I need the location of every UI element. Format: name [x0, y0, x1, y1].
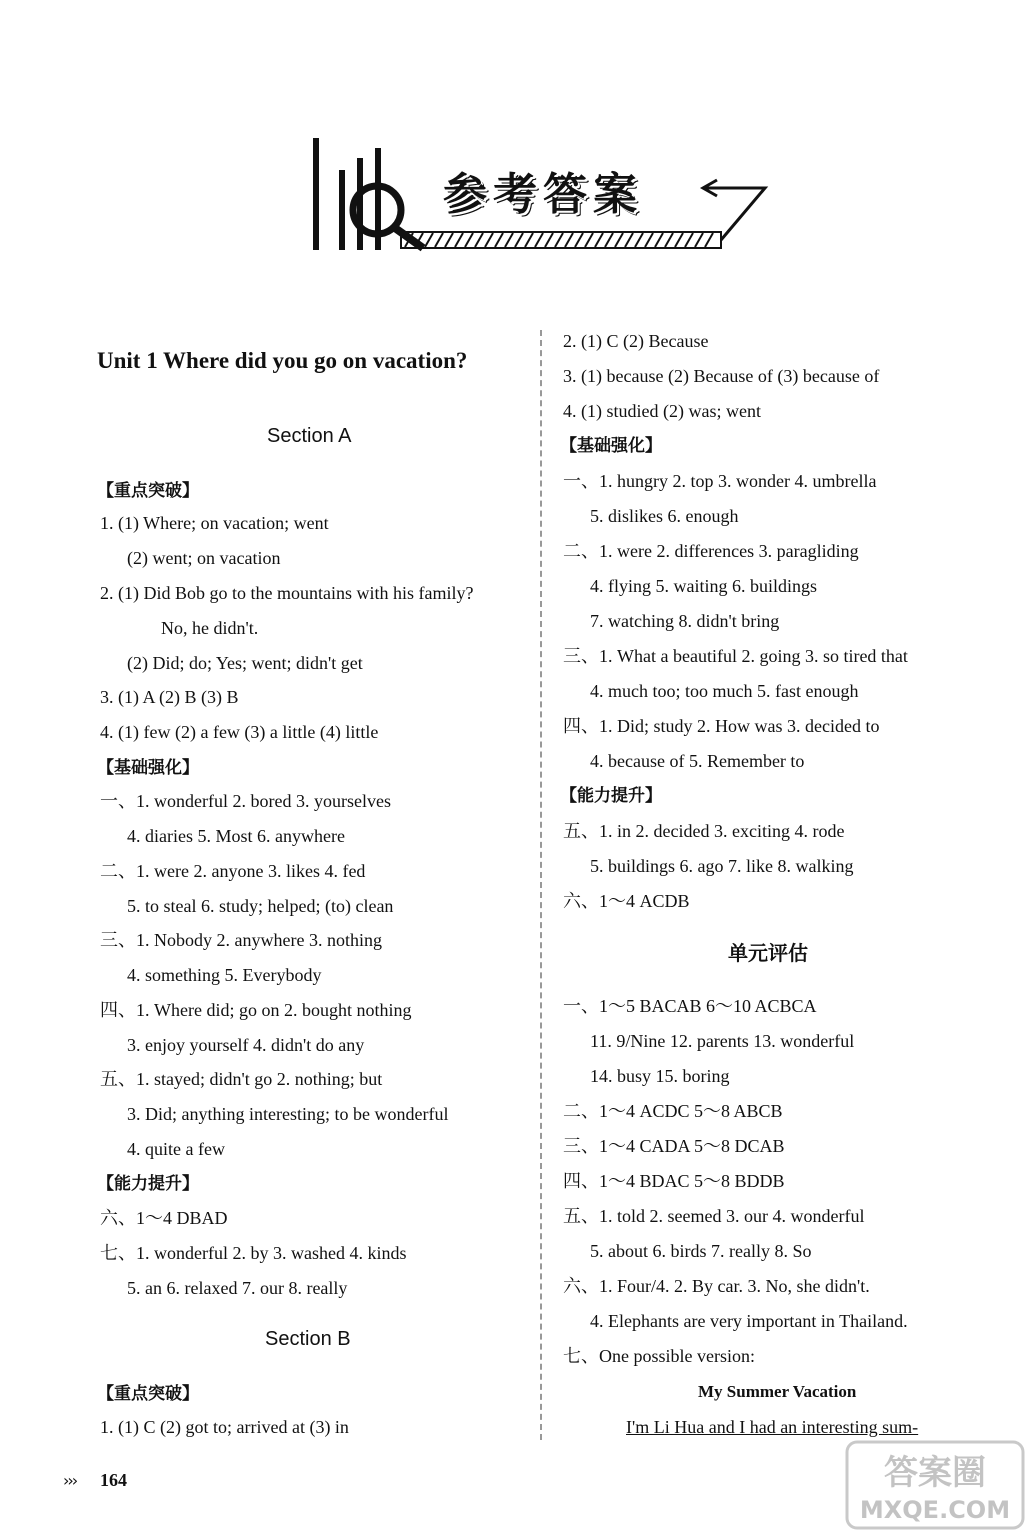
answer-line: 2. (1) C (2) Because — [563, 331, 709, 351]
answer-line: 二、1～4 ACDC 5～8 ABCB — [563, 1101, 783, 1121]
essay-title: My Summer Vacation — [698, 1382, 857, 1401]
watermark-text-bottom: MXQE.COM — [859, 1496, 1011, 1524]
ability-heading: 【能力提升】 — [97, 1174, 199, 1194]
key-points-heading: 【重点突破】 — [97, 1384, 199, 1404]
column-divider — [540, 330, 542, 1440]
answer-line: 1. (1) C (2) got to; arrived at (3) in — [100, 1417, 349, 1437]
page-number: 164 — [100, 1470, 127, 1490]
answer-line: 5. buildings 6. ago 7. like 8. walking — [590, 856, 854, 876]
answer-line: 五、1. in 2. decided 3. exciting 4. rode — [563, 821, 845, 841]
answer-line: 11. 9/Nine 12. parents 13. wonderful — [590, 1031, 855, 1051]
answer-line: 1. (1) Where; on vacation; went — [100, 513, 329, 533]
answer-line: 四、1. Did; study 2. How was 3. decided to — [563, 716, 880, 736]
answer-line: 14. busy 15. boring — [590, 1066, 730, 1086]
answer-line: 六、1～4 ACDB — [563, 891, 690, 911]
answer-line: 一、1. hungry 2. top 3. wonder 4. umbrella — [563, 471, 877, 491]
ability-heading: 【能力提升】 — [560, 786, 662, 806]
answer-line: 五、1. stayed; didn't go 2. nothing; but — [100, 1069, 383, 1089]
answer-line: 4. something 5. Everybody — [127, 965, 322, 985]
answer-line: 4. because of 5. Remember to — [590, 751, 805, 771]
answer-line: 三、1. Nobody 2. anywhere 3. nothing — [100, 930, 382, 950]
answer-line: 二、1. were 2. anyone 3. likes 4. fed — [100, 861, 366, 881]
answer-line: 4. flying 5. waiting 6. buildings — [590, 576, 817, 596]
answer-line: 5. dislikes 6. enough — [590, 506, 739, 526]
unit-evaluation-heading: 单元评估 — [728, 941, 808, 965]
answer-line: 四、1～4 BDAC 5～8 BDDB — [563, 1171, 785, 1191]
answer-line: 3. enjoy yourself 4. didn't do any — [127, 1035, 365, 1055]
page-title: 参考答案 — [443, 169, 643, 220]
answer-line: 5. an 6. relaxed 7. our 8. really — [127, 1278, 348, 1298]
answer-line: 2. (1) Did Bob go to the mountains with his family? — [100, 583, 474, 603]
answer-line: 二、1. were 2. differences 3. paragliding — [563, 541, 859, 561]
answer-line: 六、1～4 DBAD — [100, 1208, 228, 1228]
answer-line: 3. (1) because (2) Because of (3) because of — [563, 366, 880, 386]
basics-heading: 【基础强化】 — [560, 436, 662, 456]
answer-line: 五、1. told 2. seemed 3. our 4. wonderful — [563, 1206, 865, 1226]
answer-line: 5. to steal 6. study; helped; (to) clean — [127, 896, 394, 916]
answer-line: 七、One possible version: — [563, 1346, 755, 1366]
basics-heading: 【基础强化】 — [97, 758, 199, 778]
watermark-text-top: 答案圈 — [884, 1453, 986, 1493]
section-a-heading: Section A — [267, 425, 352, 447]
answer-line: 三、1. What a beautiful 2. going 3. so tired that — [563, 646, 908, 666]
answer-line: 4. much too; too much 5. fast enough — [590, 681, 859, 701]
section-b-heading: Section B — [265, 1328, 351, 1350]
answer-line: 七、1. wonderful 2. by 3. washed 4. kinds — [100, 1243, 407, 1263]
answer-line: 4. quite a few — [127, 1139, 225, 1159]
answer-line: 四、1. Where did; go on 2. bought nothing — [100, 1000, 412, 1020]
answer-line: 4. diaries 5. Most 6. anywhere — [127, 826, 345, 846]
answer-line: 三、1～4 CADA 5～8 DCAB — [563, 1136, 785, 1156]
answer-line: No, he didn't. — [161, 618, 259, 638]
key-points-heading: 【重点突破】 — [97, 481, 199, 501]
answer-line: 3. Did; anything interesting; to be wonderful — [127, 1104, 449, 1124]
answer-line: 5. about 6. birds 7. really 8. So — [590, 1241, 812, 1261]
watermark-logo — [845, 1440, 1025, 1530]
essay-line: I'm Li Hua and I had an interesting sum- — [626, 1417, 919, 1437]
page-chevron-icon: ››› — [63, 1471, 77, 1490]
answer-line: 4. (1) few (2) a few (3) a little (4) little — [100, 722, 379, 742]
answer-line: 3. (1) A (2) B (3) B — [100, 687, 239, 707]
answer-line: 一、1～5 BACAB 6～10 ACBCA — [563, 996, 817, 1016]
unit-title: Unit 1 Where did you go on vacation? — [97, 348, 468, 373]
answer-line: 4. (1) studied (2) was; went — [563, 401, 761, 421]
answer-line: 六、1. Four/4. 2. By car. 3. No, she didn't. — [563, 1276, 870, 1296]
answer-line: 一、1. wonderful 2. bored 3. yourselves — [100, 791, 391, 811]
answer-line: (2) Did; do; Yes; went; didn't get — [127, 653, 363, 673]
answer-line: (2) went; on vacation — [127, 548, 281, 568]
answer-line: 7. watching 8. didn't bring — [590, 611, 780, 631]
answer-line: 4. Elephants are very important in Thailand. — [590, 1311, 908, 1331]
